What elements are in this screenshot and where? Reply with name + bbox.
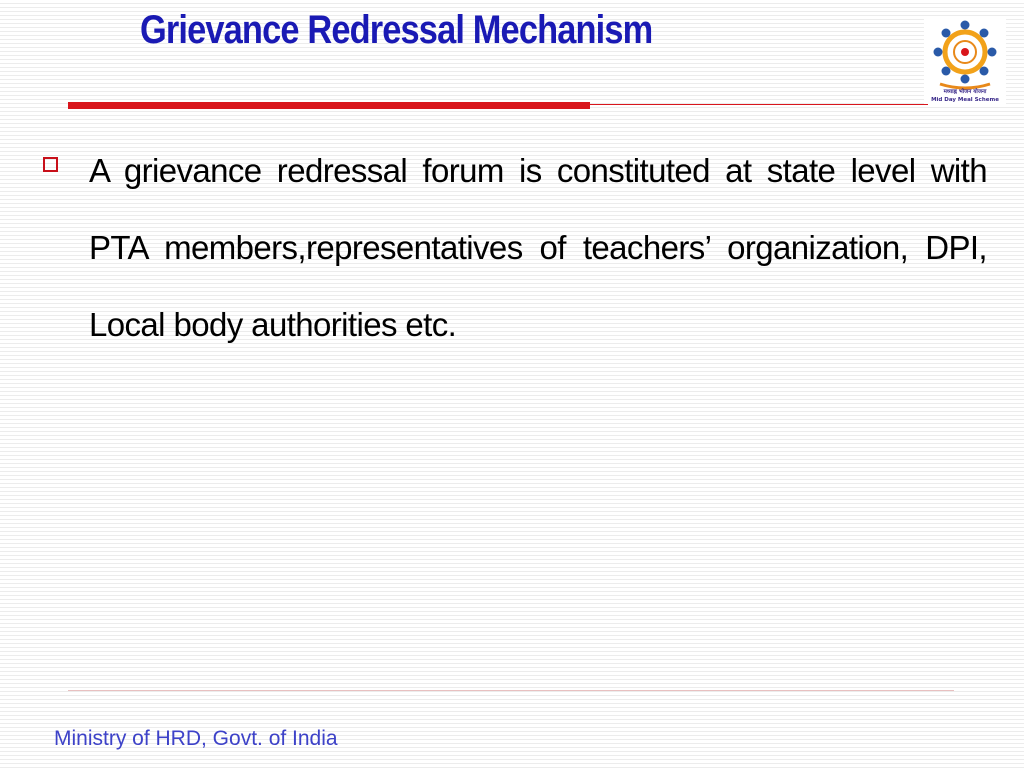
logo-caption-hindi: मध्याह्न भोजन योजना <box>943 89 987 95</box>
logo-caption-english: Mid Day Meal Scheme <box>931 97 999 103</box>
mid-day-meal-logo-icon <box>924 16 1006 104</box>
logo-graphic <box>924 16 1006 104</box>
title-underline-thick <box>68 102 590 109</box>
bullet-text: A grievance redressal forum is constituted at state level with PTA members,representatives of teachers’ organization, DPI, Local body authorities etc. <box>89 152 987 343</box>
hollow-square-bullet-icon <box>43 157 58 172</box>
slide-title: Grievance Redressal Mechanism <box>140 8 653 52</box>
title-underline-thin <box>590 104 928 105</box>
footer-divider <box>68 690 954 691</box>
footer-text: Ministry of HRD, Govt. of India <box>54 727 338 750</box>
